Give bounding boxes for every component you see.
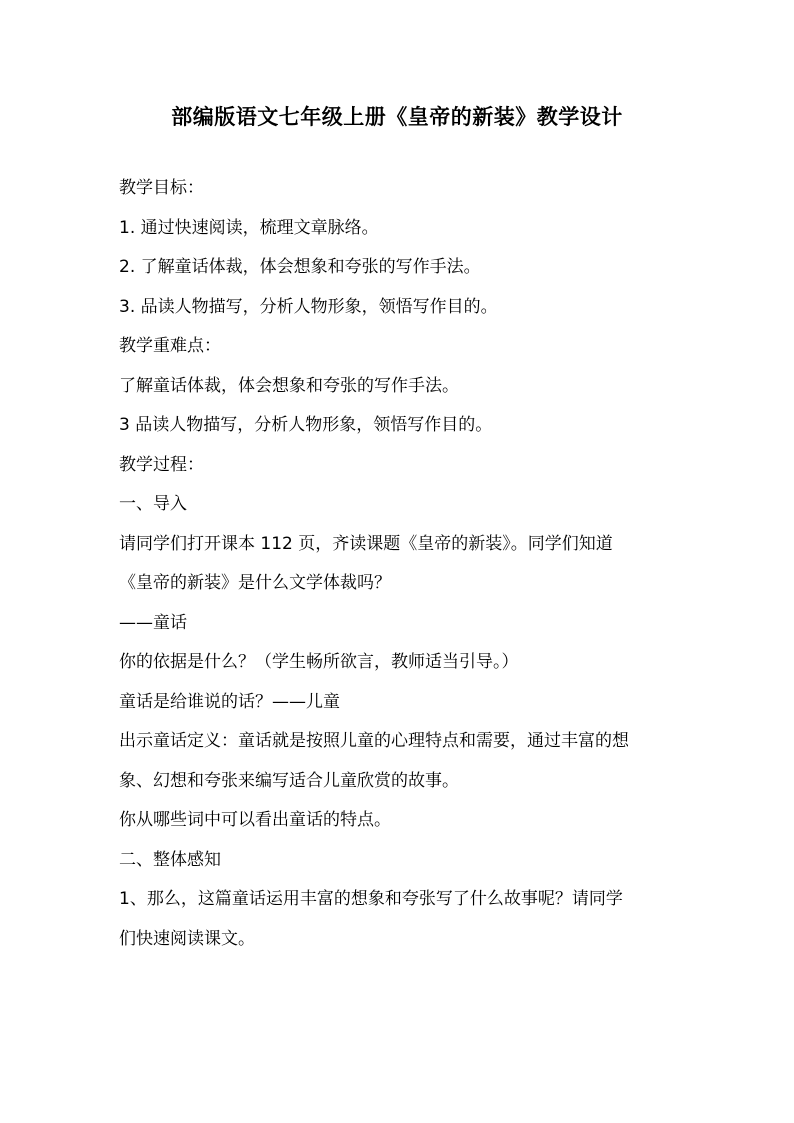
- body-paragraph: ——童话: [119, 612, 187, 633]
- body-paragraph: 1、那么，这篇童话运用丰富的想象和夸张写了什么故事呢？请同学 们快速阅读课文。: [119, 889, 623, 949]
- objective-item: 1. 通过快速阅读，梳理文章脉络。: [119, 217, 379, 238]
- document-body: [119, 178, 684, 968]
- key-point-item: 了解童话体裁，体会想象和夸张的写作手法。: [119, 375, 459, 396]
- subsection-heading-intro: 一、导入: [119, 494, 187, 514]
- section-heading-objectives: 教学目标：: [119, 178, 204, 198]
- document-title: 部编版语文七年级上册《皇帝的新装》教学设计: [171, 105, 623, 129]
- objective-item: 2. 了解童话体裁，体会想象和夸张的写作手法。: [119, 257, 481, 277]
- body-paragraph: 请同学们打开课本 112 页，齐读课题《皇帝的新装》。同学们知道 《皇帝的新装》是什么文学体裁吗？: [119, 533, 613, 593]
- objective-item: 3. 品读人物描写，分析人物形象，领悟写作目的。: [119, 296, 498, 317]
- section-heading-key-points: 教学重难点：: [119, 336, 221, 356]
- body-paragraph: 出示童话定义：童话就是按照儿童的心理特点和需要，通过丰富的想 象、幻想和夸张来编写适合儿童欣赏的故事。: [119, 731, 629, 791]
- section-heading-process: 教学过程：: [119, 454, 204, 475]
- body-paragraph: 你的依据是什么？（学生畅所欲言，教师适当引导。）: [119, 652, 519, 672]
- body-paragraph: 你从哪些词中可以看出童话的特点。: [119, 810, 391, 830]
- key-point-item: 3 品读人物描写，分析人物形象，领悟写作目的。: [119, 415, 493, 435]
- subsection-heading-overview: 二、整体感知: [119, 849, 221, 870]
- body-paragraph: 童话是给谁说的话？——儿童: [119, 691, 340, 712]
